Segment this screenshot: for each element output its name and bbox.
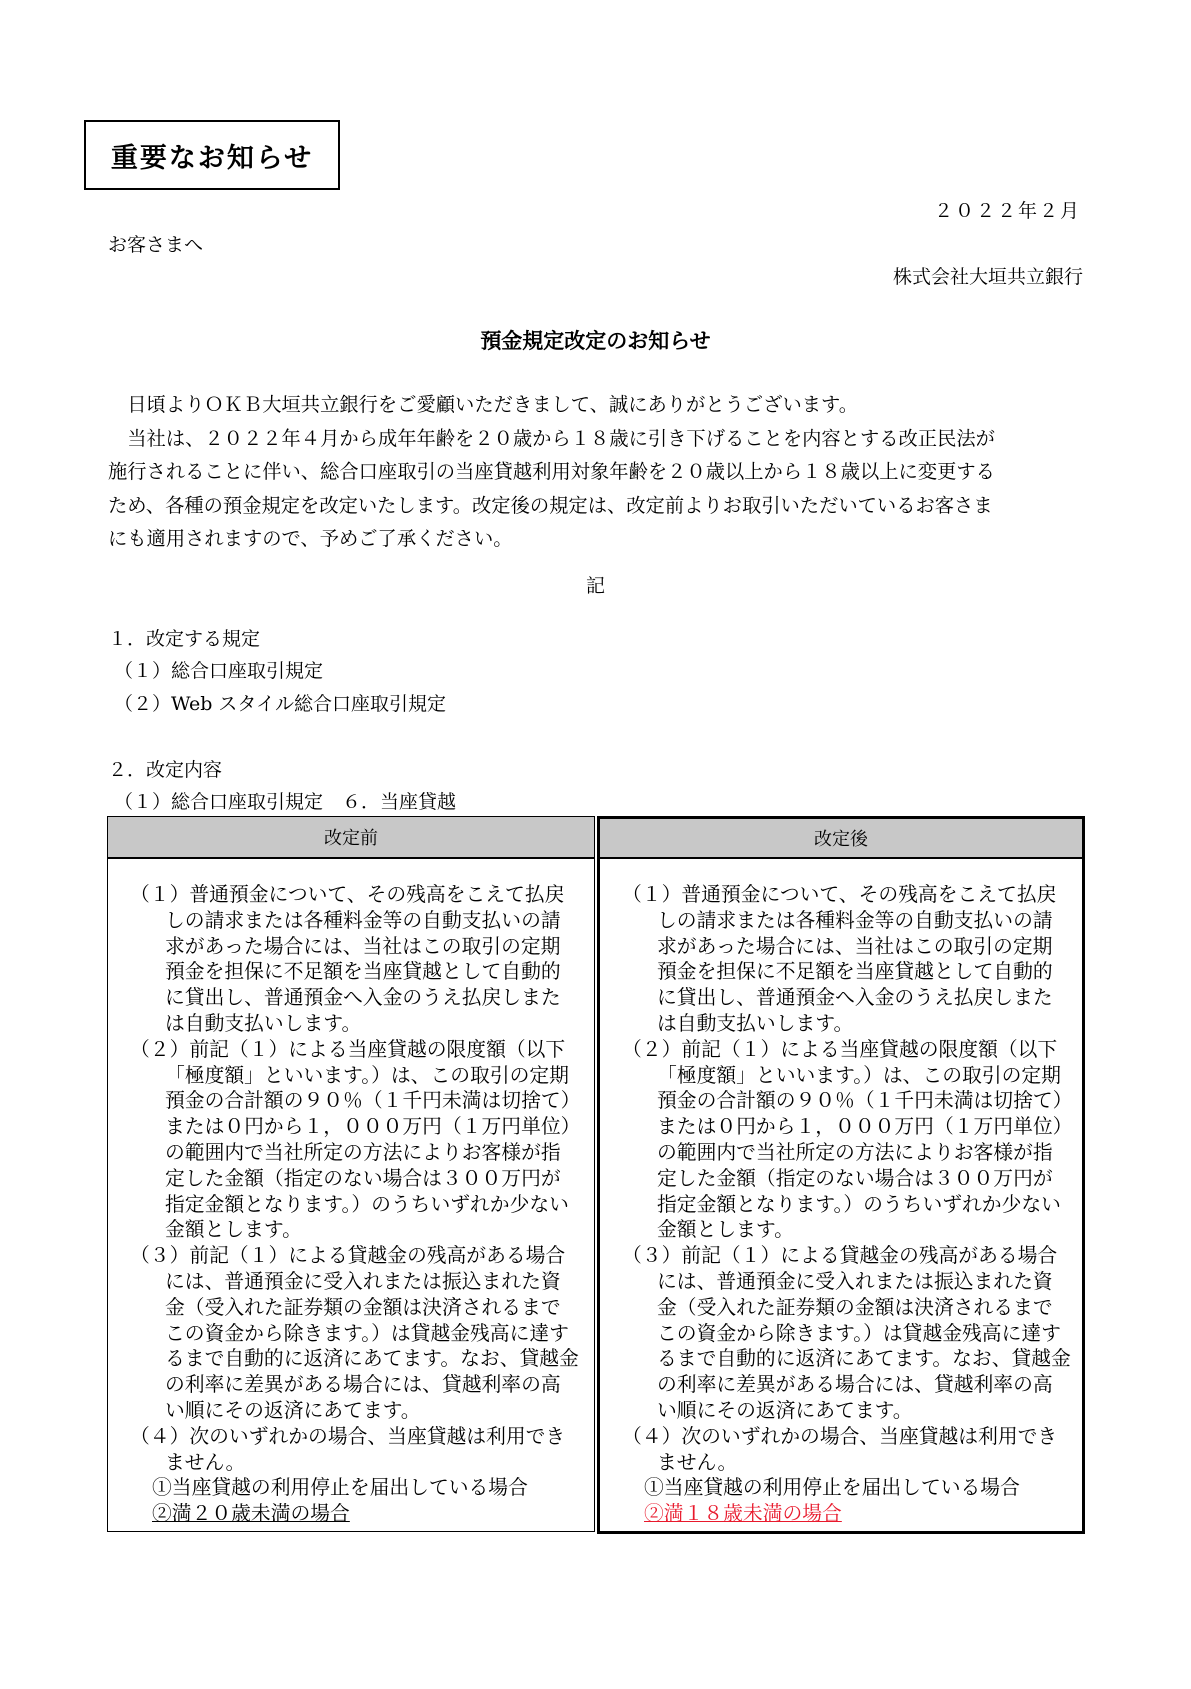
clause-item-1: （１）普通預金について、その残高をこえて払戻しの請求または各種料金等の自動支払いの請求があった場合には、当社はこの取引の定期預金を担保に不足額を当座貸越として自動的に貸出し、普通預金へ入金のうえ払戻しまたは自動支払いします。: [130, 883, 565, 1035]
clause-sub-2: [622, 1501, 1072, 1527]
intro-paragraph: [108, 388, 1083, 556]
before-column-header: [107, 816, 595, 858]
after-column-header: [597, 816, 1085, 858]
clause-item-4: （４）次のいずれかの場合、当座貸越は利用できません。: [622, 1424, 1058, 1474]
after-changed-text: ②満１８歳未満の場合: [644, 1502, 842, 1526]
clause-item-3: （３）前記（１）による貸越金の残高がある場合には、普通預金に受入れまたは振込まれた資金（受入れた証券類の金額は決済されるまでこの資金から除きます。）は貸越金残高に達するまで自動的に返済にあてます。なお、貸越金の利率に差異がある場合には、貸越利率の高い順にその返済にあてます。: [130, 1244, 579, 1422]
clause-item-4: （４）次のいずれかの場合、当座貸越は利用できません。: [130, 1424, 566, 1474]
clause-item-2: （２）前記（１）による当座貸越の限度額（以下「極度額」といいます。）は、この取引の定期預金の合計額の９０％（１千円未満は切捨て）または０円から１，０００万円（１万円単位）の範囲内で当社所定の方法によりお客様が指定した金額（指定のない場合は３００万円が指定金額となります。）のうちいずれか少ない金額とします。: [130, 1037, 571, 1242]
important-notice-text: 重要なお知らせ: [110, 142, 314, 174]
clause-sub-1: [130, 1475, 580, 1501]
before-column-label: 改定前: [324, 828, 378, 849]
clause-sub-1: [622, 1475, 1072, 1501]
sender-name: 株式会社大垣共立銀行: [892, 266, 1083, 288]
addressee: お客さまへ: [108, 234, 204, 256]
clause-sub-1-text: ①当座貸越の利用停止を届出している場合: [644, 1476, 1020, 1500]
intro-line: 日頃よりＯＫＢ大垣共立銀行をご愛顧いただきまして、誠にありがとうございます。: [108, 393, 859, 416]
clause-item-2: （２）前記（１）による当座貸越の限度額（以下「極度額」といいます。）は、この取引の定期預金の合計額の９０％（１千円未満は切捨て）または０円から１，０００万円（１万円単位）の範囲内で当社所定の方法によりお客様が指定した金額（指定のない場合は３００万円が指定金額となります。）のうちいずれか少ない金額とします。: [622, 1037, 1063, 1242]
clause-sub-1-text: ①当座貸越の利用停止を届出している場合: [152, 1476, 528, 1500]
intro-line: ため、各種の預金規定を改定いたします。改定後の規定は、改定前よりお取引いただいているお客さま: [108, 493, 993, 517]
before-clause-text: [130, 882, 580, 1527]
intro-line: にも適用されますので、予めご了承ください。: [108, 527, 513, 550]
before-changed-text: ②満２０歳未満の場合: [152, 1502, 350, 1526]
after-column-label: 改定後: [814, 829, 868, 850]
section2-subheading: （１）総合口座取引規定 ６．当座貸越: [114, 791, 457, 813]
section1-item: （１）総合口座取引規定: [114, 660, 324, 682]
important-notice-label: [84, 120, 340, 190]
clause-item-3: （３）前記（１）による貸越金の残高がある場合には、普通預金に受入れまたは振込まれた資金（受入れた証券類の金額は決済されるまでこの資金から除きます。）は貸越金残高に達するまで自動的に返済にあてます。なお、貸越金の利率に差異がある場合には、貸越利率の高い順にその返済にあてます。: [622, 1244, 1071, 1422]
after-clause-text: [622, 882, 1072, 1527]
after-column-body: [597, 858, 1085, 1534]
before-column-body: [107, 858, 595, 1532]
document-title: 預金規定改定のお知らせ: [480, 329, 711, 353]
notice-date: ２０２２年２月: [933, 200, 1081, 222]
clause-sub-2: [130, 1501, 580, 1527]
clause-item-1: （１）普通預金について、その残高をこえて払戻しの請求または各種料金等の自動支払いの請求があった場合には、当社はこの取引の定期預金を担保に不足額を当座貸越として自動的に貸出し、普通預金へ入金のうえ払戻しまたは自動支払いします。: [622, 883, 1057, 1035]
section1-heading: １．改定する規定: [108, 628, 261, 650]
ki-marker: 記: [585, 575, 605, 597]
section1-item: （２）Web スタイル総合口座取引規定: [114, 693, 447, 715]
section2-heading: ２．改定内容: [108, 759, 223, 781]
intro-line: 施行されることに伴い、総合口座取引の当座貸越利用対象年齢を２０歳以上から１８歳以上に変更する: [108, 460, 995, 483]
intro-line: 当社は、２０２２年４月から成年年齢を２０歳から１８歳に引き下げることを内容とする改正民法が: [108, 426, 995, 450]
